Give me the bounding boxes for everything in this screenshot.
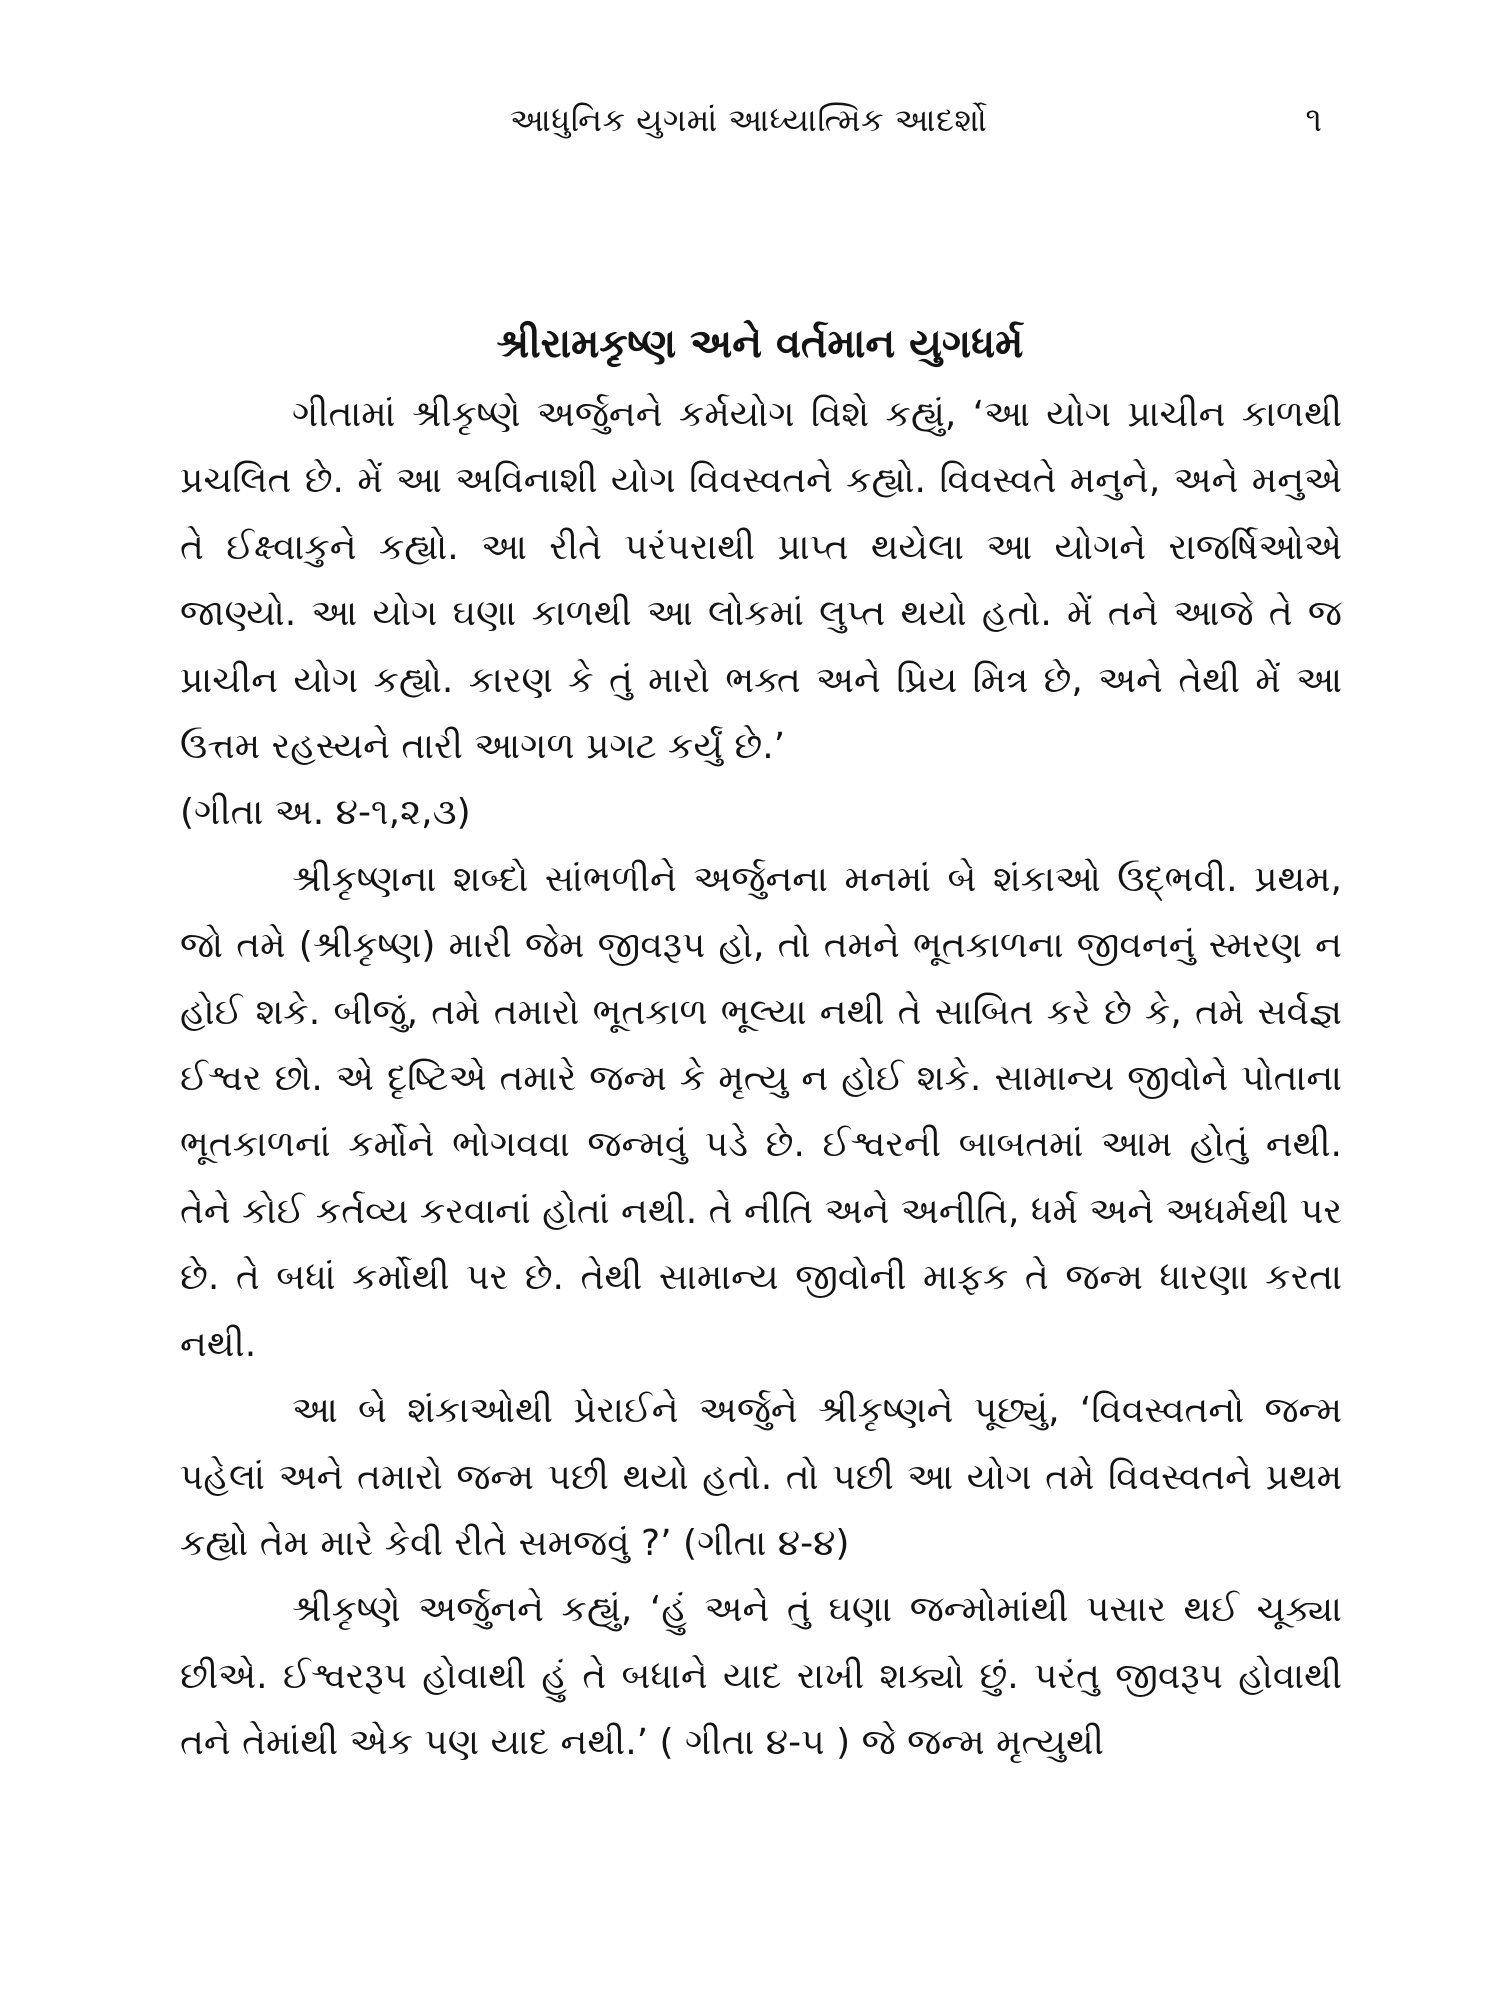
chapter-title: શ્રીરામકૃષ્ણ અને વર્તમાન યુગધર્મ xyxy=(496,321,1024,367)
running-header xyxy=(180,98,1340,146)
paragraph-2: શ્રીકૃષ્ણના શબ્દો સાંભળીને અર્જુનના મનમાં બે શંકાઓ ઉદ્‌ભવી. પ્રથમ, જો તમે (શ્રીકૃષ્ણ) મારી જેમ જીવરૂપ હો, તો તમને ભૂતકાળના જીવનનું સ્મરણ ન હોઈ શકે. બીજું, તમે તમારો ભૂતકાળ ભૂલ્યા નથી તે સાબિત કરે છે કે, તમે સર્વજ્ઞ ઈશ્વર છો. એ દૃષ્ટિએ તમારે જન્મ કે મૃત્યુ ન હોઈ શકે. સામાન્ય જીવોને પોતાના ભૂતકાળનાં કર્મોને ભોગવવા જન્મવું પડે છે. ઈશ્વરની બાબતમાં આમ હોતું નથી. તેને કોઈ કર્તવ્ય કરવાનાં હોતાં નથી. તે નીતિ અને અનીતિ, ધર્મ અને અધર્મથી પર છે. તે બધાં કર્મોથી પર છે. તેથી સામાન્ય જીવોની માફક તે જન્મ ધારણા કરતા નથી. xyxy=(180,858,1342,1365)
page-number: ૧ xyxy=(1305,100,1322,140)
paragraph-4: શ્રીકૃષ્ણે અર્જુનને કહ્યું, ‘હું અને તું ઘણા જન્મોમાંથી પસાર થઈ ચૂક્યા છીએ. ઈશ્વરરૂપ હોવાથી હું તે બધાને યાદ રાખી શક્યો છું. પરંતુ જીવરૂપ હોવાથી તને તેમાંથી એક પણ યાદ નથી.’ ( ગીતા ૪-૫ ) જે જન્મ મૃત્યુથી xyxy=(180,1589,1342,1764)
paragraph-citation: (ગીતા અ. ૪-૧,૨,૩) xyxy=(180,792,471,834)
paragraph-3: આ બે શંકાઓથી પ્રેરાઈને અર્જુને શ્રીકૃષ્ણને પૂછ્યું, ‘વિવસ્વતનો જન્મ પહેલાં અને તમારો જન્મ પછી થયો હતો. તો પછી આ યોગ તમે વિવસ્વતને પ્રથમ કહ્યો તેમ મારે કેવી રીતે સમજવું ?’ (ગીતા ૪-૪) xyxy=(180,1390,1342,1564)
paragraph-1: ગીતામાં શ્રીકૃષ્ણે અર્જુનને કર્મયોગ વિશે કહ્યું, ‘આ યોગ પ્રાચીન કાળથી પ્રચલિત છે. મેં આ અવિનાશી યોગ વિવસ્વતને કહ્યો. વિવસ્વતે મનુને, અને મનુએ તે ઈક્ષ્વાકુને કહ્યો. આ રીતે પરંપરાથી પ્રાપ્ત થયેલા આ યોગને રાજર્ષિઓએ જાણ્યો. આ યોગ ઘણા કાળથી આ લોકમાં લુપ્ત થયો હતો. મેં તને આજે તે જ પ્રાચીન યોગ કહ્યો. કારણ કે તું મારો ભક્ત અને પ્રિય મિત્ર છે, અને તેથી મેં આ ઉત્તમ રહસ્યને તારી આગળ પ્રગટ કર્યું છે.’ xyxy=(180,394,1342,768)
running-header-title: આધુનિક યુગમાં આધ્યાત્મિક આદર્શો xyxy=(510,101,988,139)
body-text xyxy=(180,382,1342,1777)
